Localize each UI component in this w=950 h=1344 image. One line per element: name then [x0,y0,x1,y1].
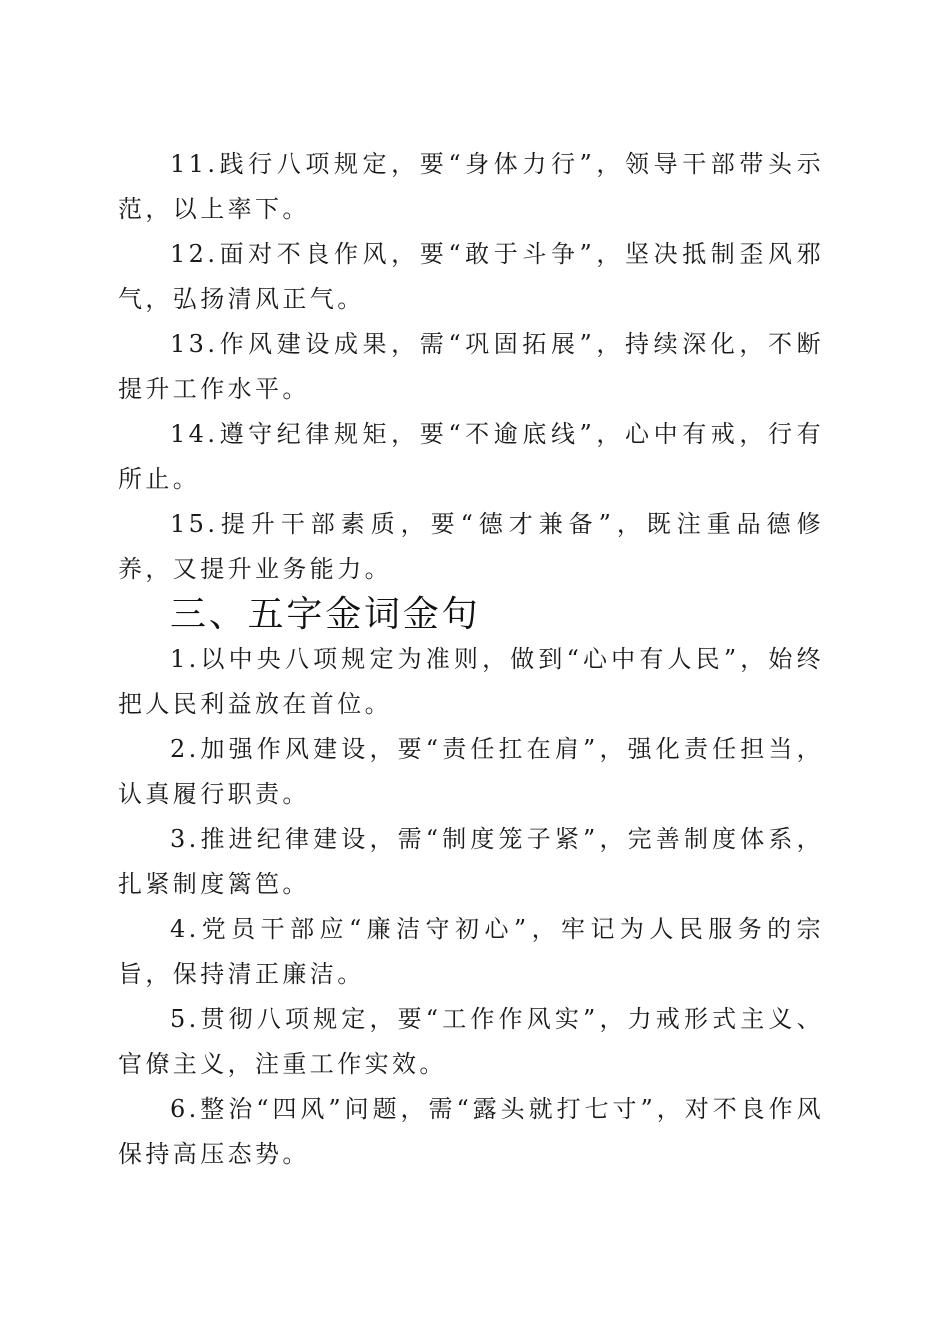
paragraph-item-6: 6.整治“四风”问题，需“露头就打七寸”，对不良作风保持高压态势。 [118,1095,824,1168]
paragraph-item-2: 2.加强作风建设，要“责任扛在肩”，强化责任担当，认真履行职责。 [118,735,824,808]
paragraph-item-11: 11.践行八项规定，要“身体力行”，领导干部带头示范，以上率下。 [118,150,824,223]
paragraph-item-4: 4.党员干部应“廉洁守初心”，牢记为人民服务的宗旨，保持清正廉洁。 [118,915,824,988]
paragraph-item-14: 14.遵守纪律规矩，要“不逾底线”，心中有戒，行有所止。 [118,420,824,493]
section-heading: 三、五字金词金句 [170,594,481,635]
paragraph-item-5: 5.贯彻八项规定，要“工作作风实”，力戒形式主义、官僚主义，注重工作实效。 [118,1005,824,1078]
paragraph-item-3: 3.推进纪律建设，需“制度笼子紧”，完善制度体系，扎紧制度篱笆。 [118,825,824,898]
paragraph-item-13: 13.作风建设成果，需“巩固拓展”，持续深化，不断提升工作水平。 [118,330,824,403]
paragraph-item-15: 15.提升干部素质，要“德才兼备”，既注重品德修养，又提升业务能力。 [118,510,824,583]
paragraph-item-1: 1.以中央八项规定为准则，做到“心中有人民”，始终把人民利益放在首位。 [118,645,824,718]
document-body [118,142,824,1177]
paragraph-item-12: 12.面对不良作风，要“敢于斗争”，坚决抵制歪风邪气，弘扬清风正气。 [118,240,824,313]
